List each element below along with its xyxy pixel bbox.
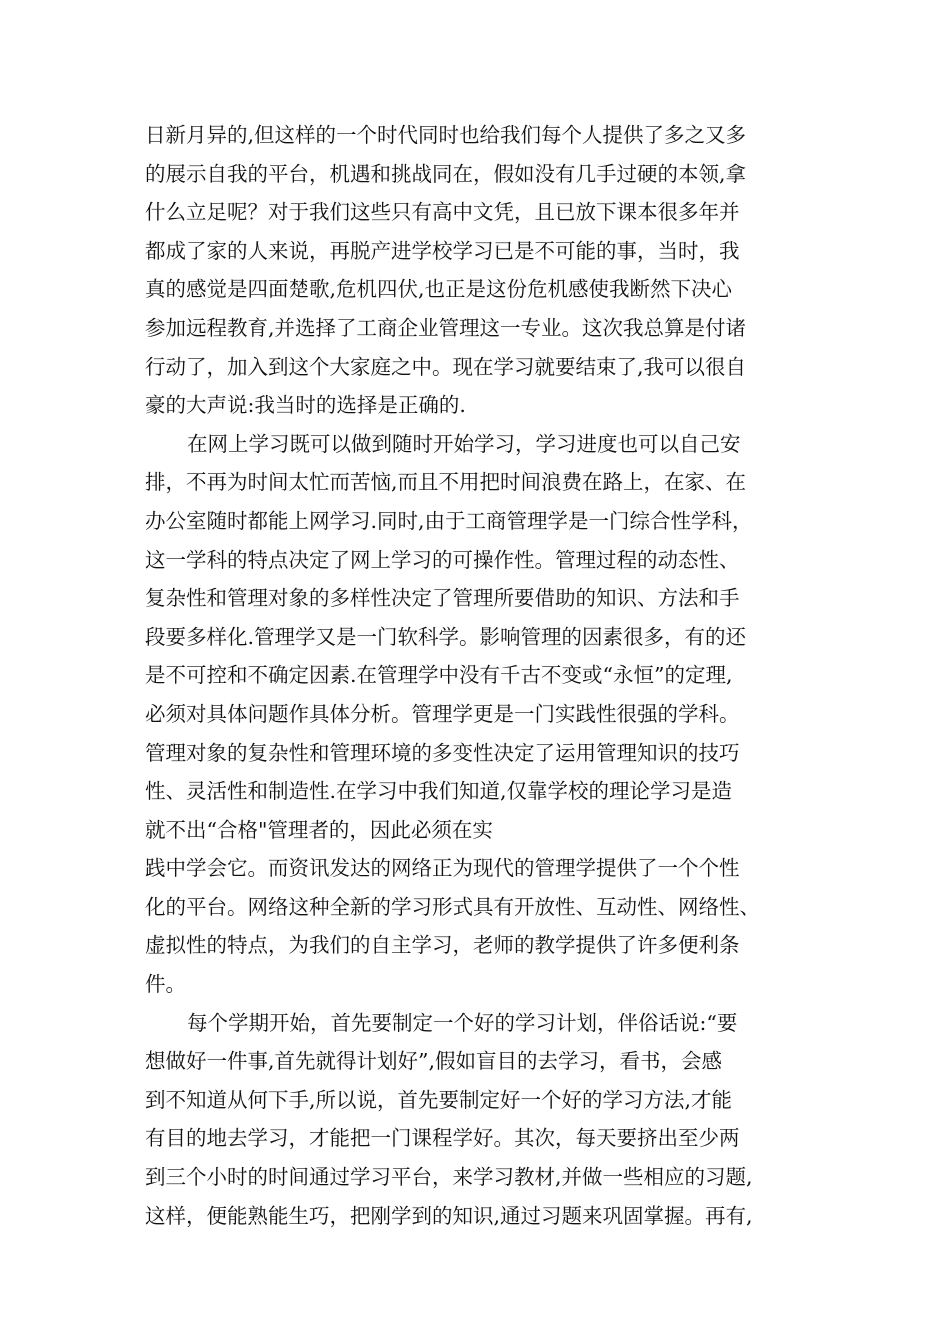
text-line: 必须对具体问题作具体分析。管理学更是一门实践性很强的学科。 xyxy=(145,701,740,726)
text-line: 这一学科的特点决定了网上学习的可操作性。管理过程的动态性、 xyxy=(145,547,740,572)
text-line: 这样，便能熟能生巧，把刚学到的知识,通过习题来巩固掌握。再有, xyxy=(145,1203,753,1228)
text-line: 日新月异的,但这样的一个时代同时也给我们每个人提供了多之又多 xyxy=(145,123,747,147)
text-line: 虚拟性的特点，为我们的自主学习，老师的教学提供了许多便利条 xyxy=(145,933,740,958)
text-line: 豪的大声说:我当时的选择是正确的. xyxy=(145,393,466,418)
text-line: 办公室随时都能上网学习.同时,由于工商管理学是一门综合性学科， xyxy=(145,508,753,533)
text-line: 管理对象的复杂性和管理环境的多变性决定了运用管理知识的技巧 xyxy=(145,740,740,765)
text-line: 的展示自我的平台，机遇和挑战同在，假如没有几手过硬的本领,拿 xyxy=(145,161,747,186)
text-line: 有目的地去学习，才能把一门课程学好。其次，每天要挤出至少两 xyxy=(145,1126,740,1151)
text-line: 就不出“合格"管理者的，因此必须在实 xyxy=(145,817,493,842)
text-line: 复杂性和管理对象的多样性决定了管理所要借助的知识、方法和手 xyxy=(145,586,740,611)
paragraph-start-line: 在网上学习既可以做到随时开始学习，学习进度也可以自己安 xyxy=(187,431,741,456)
text-line: 性、灵活性和制造性.在学习中我们知道,仅靠学校的理论学习是造 xyxy=(145,779,733,804)
text-line: 想做好一件事,首先就得计划好”,假如盲目的去学习，看书，会感 xyxy=(145,1049,723,1074)
text-line: 真的感觉是四面楚歌,危机四伏,也正是这份危机感使我断然下决心 xyxy=(145,277,733,302)
text-line: 到三个小时的时间通过学习平台，来学习教材,并做一些相应的习题, xyxy=(145,1165,753,1190)
text-line: 是不可控和不确定因素.在管理学中没有千古不变或“永恒”的定理, xyxy=(145,663,733,688)
text-line: 行动了，加入到这个大家庭之中。现在学习就要结束了,我可以很自 xyxy=(145,354,747,379)
text-line: 化的平台。网络这种全新的学习形式具有开放性、互动性、网络性、 xyxy=(145,894,760,919)
text-line: 件。 xyxy=(145,972,186,997)
text-line: 段要多样化.管理学又是一门软科学。影响管理的因素很多，有的还 xyxy=(145,624,747,649)
text-line: 什么立足呢？对于我们这些只有高中文凭，且已放下课本很多年并 xyxy=(145,200,740,225)
text-line: 排，不再为时间太忙而苦恼,而且不用把时间浪费在路上，在家、在 xyxy=(145,470,747,495)
text-line: 到不知道从何下手,所以说，首先要制定好一个好的学习方法,才能 xyxy=(145,1087,733,1112)
text-line: 践中学会它。而资讯发达的网络正为现代的管理学提供了一个个性 xyxy=(145,856,740,881)
text-line: 都成了家的人来说，再脱产进学校学习已是不可能的事，当时，我 xyxy=(145,238,740,263)
paragraph-start-line: 每个学期开始，首先要制定一个好的学习计划，伴俗话说:“要 xyxy=(187,1010,738,1035)
text-line: 参加远程教育,并选择了工商企业管理这一专业。这次我总算是付诸 xyxy=(145,315,747,340)
body-text xyxy=(145,116,815,1235)
